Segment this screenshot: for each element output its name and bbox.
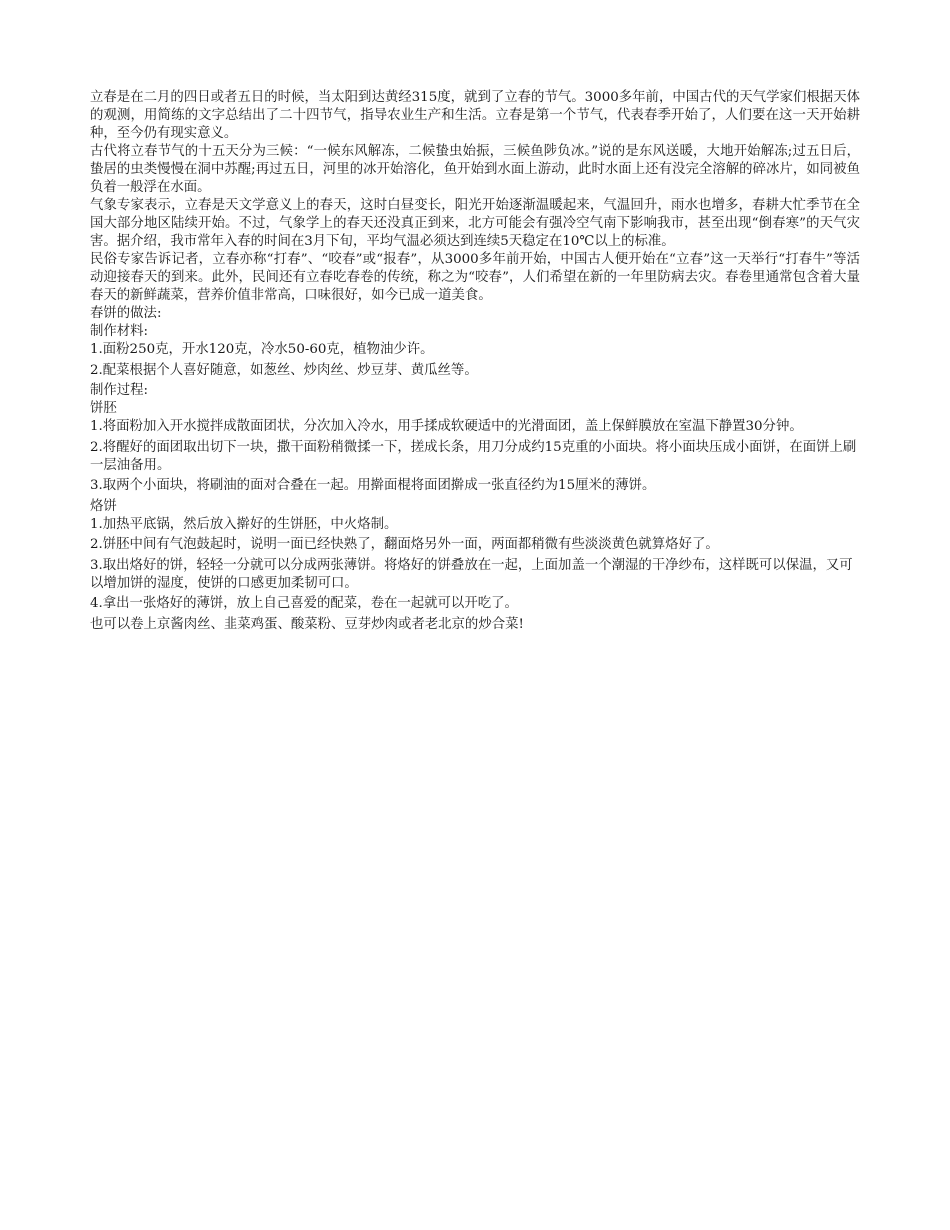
bake-step: 2.饼胚中间有气泡鼓起时，说明一面已经快熟了，翻面烙另外一面，两面都稍微有些淡淡黄色就算烙好了。 [90, 537, 719, 552]
dough-heading: 饼胚 [90, 401, 117, 416]
bake-heading: 烙饼 [90, 498, 117, 514]
intro-paragraph: 气象专家表示，立春是天文学意义上的春天，这时白昼变长，阳光开始逐渐温暖起来，气温回升，雨水也增多，春耕大忙季节在全国大部分地区陆续开始。不过，气象学上的春天还没真正到来，北方可能会有强冷空气南下影响我市，甚至出现“倒春寒”的天气灾害。据介绍，我市常年入春的时间在3月下旬，平均气温必须达到连续5天稳定在10℃以上的标准。 [90, 198, 860, 249]
dough-step: 1.将面粉加入开水搅拌成散面团状，分次加入冷水，用手揉成软硬适中的光滑面团，盖上保鲜膜放在室温下静置30分钟。 [90, 419, 803, 434]
intro-paragraph: 民俗专家告诉记者，立春亦称“打春”、“咬春”或“报春”，从3000多年前开始，中国古人便开始在“立春”这一天举行“打春牛”等活动迎接春天的到来。此外，民间还有立春吃春卷的传统，称之为“咬春”，人们希望在新的一年里防病去灾。春卷里通常包含着大量春天的新鲜蔬菜，营养价值非常高，口味很好，如今已成一道美食。 [90, 252, 860, 303]
bake-step: 4.拿出一张烙好的薄饼，放上自己喜爱的配菜，卷在一起就可以开吃了。 [90, 596, 518, 611]
intro-paragraph: 立春是在二月的四日或者五日的时候，当太阳到达黄经315度，就到了立春的节气。3000多年前，中国古代的天气学家们根据天体的观测，用简练的文字总结出了二十四节气，指导农业生产和生活。立春是第一个节气，代表春季开始了，人们要在这一天开始耕种，至今仍有现实意义。 [90, 90, 860, 141]
recipe-title: 春饼的做法: [90, 306, 162, 321]
closing-line: 也可以卷上京酱肉丝、韭菜鸡蛋、酸菜粉、豆芽炒肉或者老北京的炒合菜! [90, 616, 524, 632]
dough-step: 3.取两个小面块，将刷油的面对合叠在一起。用擀面棍将面团擀成一张直径约为15厘米的薄饼。 [90, 478, 656, 493]
document-page [90, 89, 860, 634]
process-heading: 制作过程: [90, 383, 149, 398]
intro-paragraph: 古代将立春节气的十五天分为三候：“一候东风解冻，二候蛰虫始振，三候鱼陟负冰。”说的是东风送暖，大地开始解冻;过五日后，蛰居的虫类慢慢在洞中苏醒;再过五日，河里的冰开始溶化，鱼开始到水面上游动，此时水面上还有没完全溶解的碎冰片，如同被鱼负着一般浮在水面。 [90, 144, 860, 195]
bake-step: 3.取出烙好的饼，轻轻一分就可以分成两张薄饼。将烙好的饼叠放在一起，上面加盖一个潮湿的干净纱布，这样既可以保温，又可以增加饼的湿度，使饼的口感更加柔韧可口。 [90, 557, 853, 591]
materials-heading: 制作材料: [90, 324, 149, 339]
material-item: 2.配菜根据个人喜好随意，如葱丝、炒肉丝、炒豆芽、黄瓜丝等。 [90, 362, 478, 378]
material-item: 1.面粉250克，开水120克，冷水50-60克，植物油少许。 [90, 342, 434, 357]
bake-step: 1.加热平底锅，然后放入擀好的生饼胚，中火烙制。 [90, 516, 398, 532]
dough-step: 2.将醒好的面团取出切下一块，撒干面粉稍微揉一下，搓成长条，用刀分成约15克重的小面块。将小面块压成小面饼，在面饼上刷一层油备用。 [90, 439, 857, 473]
